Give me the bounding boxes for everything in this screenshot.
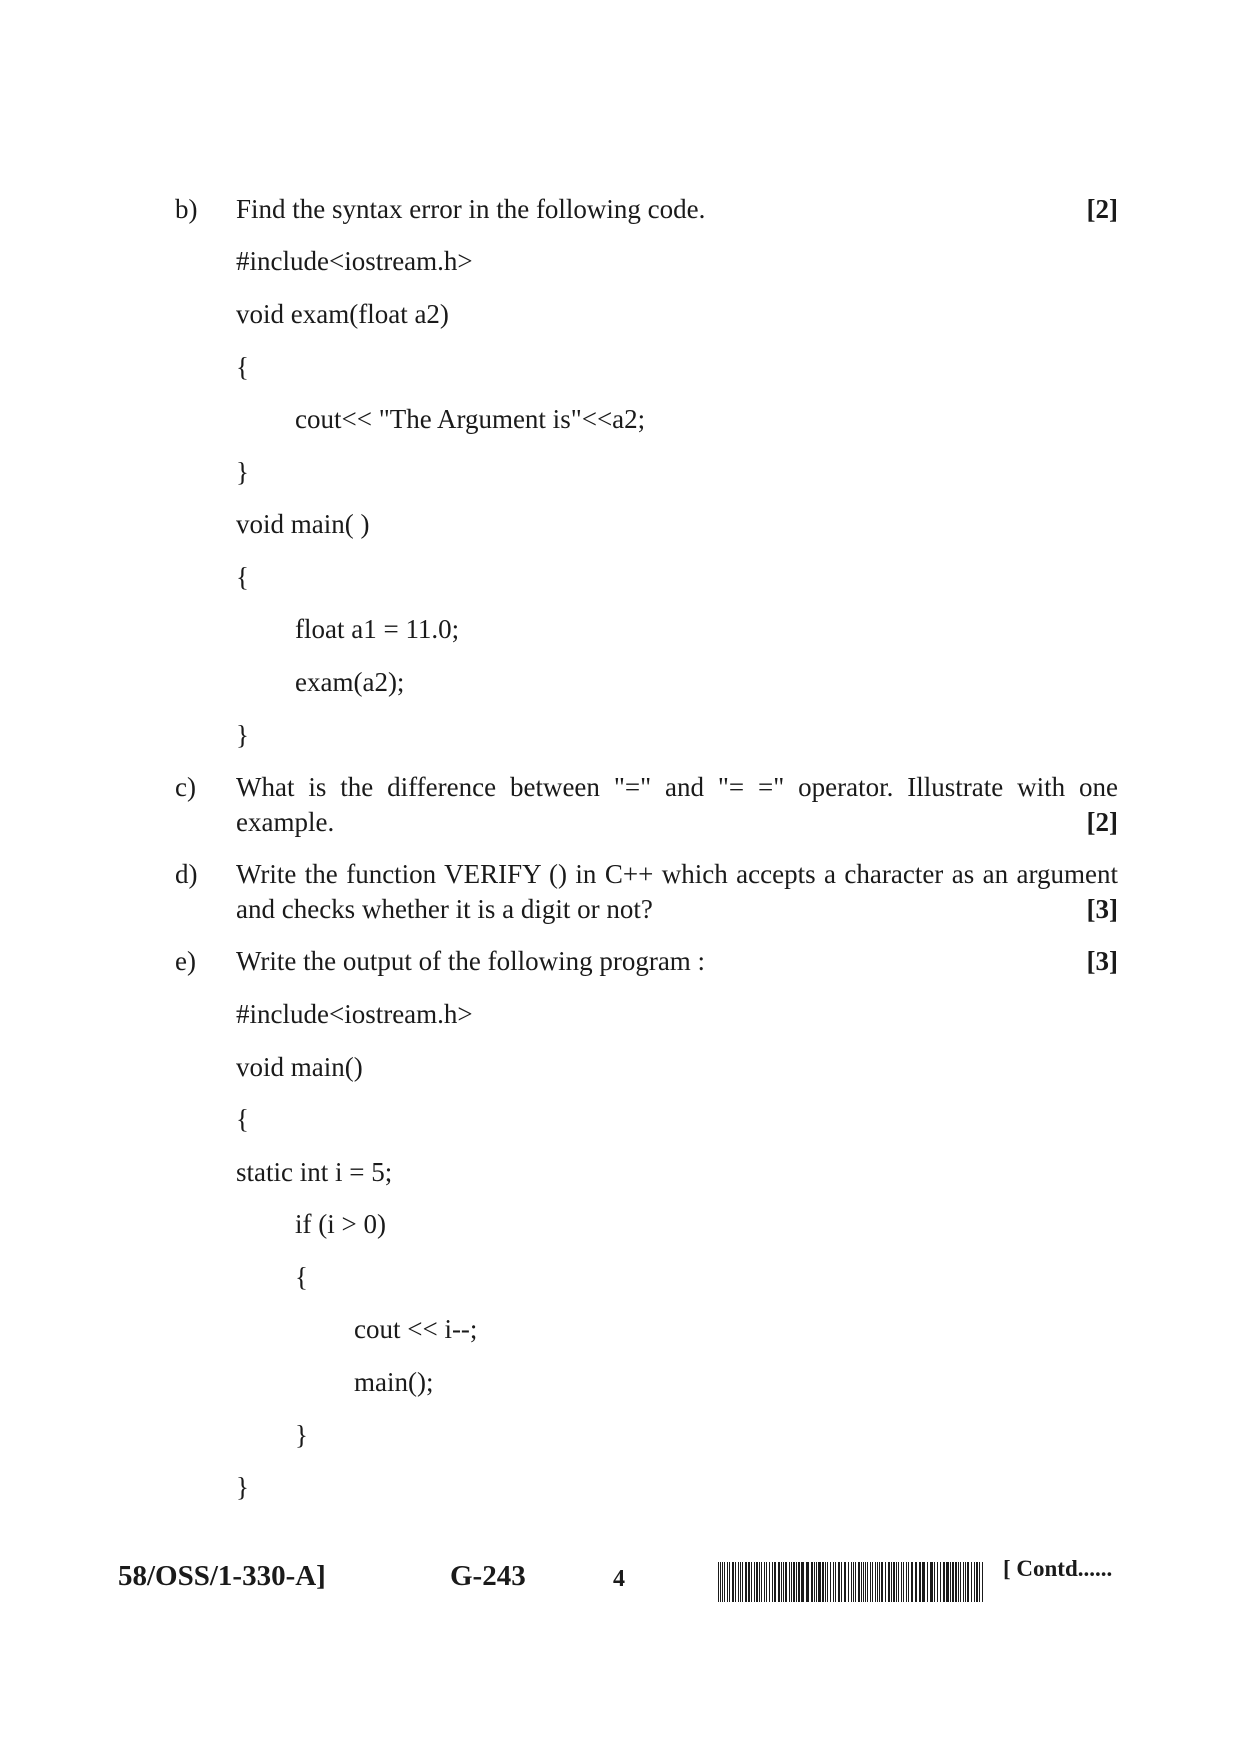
barcode-bar xyxy=(722,1562,723,1602)
barcode-bar xyxy=(952,1562,954,1602)
barcode-bar xyxy=(801,1562,804,1602)
barcode-bar xyxy=(825,1562,826,1602)
code-line: } xyxy=(236,720,249,750)
barcode-bar xyxy=(785,1562,787,1602)
barcode-bar xyxy=(979,1562,980,1602)
code-line: float a1 = 11.0; xyxy=(295,614,460,644)
question-d-marks: [3] xyxy=(1086,894,1118,924)
barcode-bar xyxy=(982,1562,983,1602)
barcode-bar xyxy=(919,1562,921,1602)
barcode-bar xyxy=(922,1562,925,1602)
barcode-bar xyxy=(814,1562,815,1602)
barcode-bar xyxy=(955,1562,957,1602)
barcode-bar xyxy=(754,1562,755,1602)
code-line: #include<iostream.h> xyxy=(236,246,473,276)
code-line: } xyxy=(236,457,249,487)
code-line: { xyxy=(236,562,249,592)
code-line: main(); xyxy=(354,1367,434,1397)
barcode-bar xyxy=(729,1562,730,1602)
barcode-bar xyxy=(822,1562,824,1602)
barcode-bar xyxy=(789,1562,790,1602)
barcode-bar xyxy=(798,1562,800,1602)
barcode-bar xyxy=(764,1562,765,1602)
barcode-bar xyxy=(930,1562,933,1602)
barcode-bar xyxy=(759,1562,760,1602)
code-line: void main() xyxy=(236,1052,363,1082)
barcode-bar xyxy=(943,1562,945,1602)
barcode-bar xyxy=(816,1562,817,1602)
barcode-bar xyxy=(908,1562,909,1602)
barcode-bar xyxy=(838,1562,840,1602)
series-code: G-243 xyxy=(450,1560,526,1592)
barcode-bar xyxy=(791,1562,792,1602)
code-line: void main( ) xyxy=(236,509,370,539)
question-e-text: Write the output of the following program : xyxy=(236,946,706,976)
barcode-bar xyxy=(818,1562,821,1602)
barcode-bar xyxy=(893,1562,895,1602)
barcode-bar xyxy=(761,1562,762,1602)
question-c-label: c) xyxy=(175,772,196,802)
barcode-bar xyxy=(906,1562,907,1602)
barcode-bar xyxy=(732,1562,734,1602)
barcode-bar xyxy=(793,1562,795,1602)
barcode-bar xyxy=(934,1562,935,1602)
barcode-bar xyxy=(835,1562,836,1602)
paper-code: 58/OSS/1-330-A] xyxy=(118,1560,326,1592)
barcode-bar xyxy=(740,1562,741,1602)
code-line: cout<< "The Argument is"<<a2; xyxy=(295,404,646,434)
question-c-marks: [2] xyxy=(1086,807,1118,837)
barcode-bar xyxy=(855,1562,856,1602)
barcode-bar xyxy=(861,1562,862,1602)
question-d-text-line1: Write the function VERIFY () in C++ which accepts a character as an argument xyxy=(236,859,1118,889)
barcode-bar xyxy=(811,1562,813,1602)
barcode-bar xyxy=(718,1562,719,1602)
barcode-bar xyxy=(940,1562,941,1602)
barcode-bar xyxy=(841,1562,842,1602)
barcode-bar xyxy=(863,1562,864,1602)
question-c-text-line2: example. xyxy=(236,807,335,837)
barcode-bar xyxy=(865,1562,866,1602)
barcode-bar xyxy=(848,1562,849,1602)
barcode-bar xyxy=(724,1562,725,1602)
question-b-label: b) xyxy=(175,194,198,224)
barcode-bar xyxy=(898,1562,899,1602)
question-d-text-line2: and checks whether it is a digit or not? xyxy=(236,894,653,924)
barcode-bar xyxy=(867,1562,868,1602)
barcode-bar xyxy=(774,1562,776,1602)
barcode-bar xyxy=(976,1562,978,1602)
code-line: { xyxy=(236,1104,249,1134)
barcode-bar xyxy=(756,1562,758,1602)
barcode-bar xyxy=(958,1562,959,1602)
barcode-bar xyxy=(735,1562,736,1602)
code-line: static int i = 5; xyxy=(236,1157,393,1187)
barcode-bar xyxy=(946,1562,949,1602)
barcode-bar xyxy=(888,1562,890,1602)
barcode-bar xyxy=(901,1562,902,1602)
barcode-bar xyxy=(851,1562,852,1602)
barcode-bar xyxy=(911,1562,913,1602)
barcode-bar xyxy=(830,1562,831,1602)
code-line: cout << i--; xyxy=(354,1314,478,1344)
contd-label: [ Contd...... xyxy=(1003,1556,1113,1581)
barcode-bar xyxy=(858,1562,860,1602)
barcode-bar xyxy=(927,1562,928,1602)
barcode-bar xyxy=(766,1562,767,1602)
barcode-bar xyxy=(965,1562,966,1602)
code-line: void exam(float a2) xyxy=(236,299,449,329)
barcode-bar xyxy=(915,1562,917,1602)
barcode-bar xyxy=(727,1562,728,1602)
barcode-bar xyxy=(960,1562,961,1602)
barcode-bar xyxy=(827,1562,828,1602)
barcode-bar xyxy=(781,1562,782,1602)
barcode-bar xyxy=(885,1562,886,1602)
code-line: { xyxy=(295,1262,308,1292)
barcode-bar xyxy=(881,1562,883,1602)
barcode-bar xyxy=(772,1562,773,1602)
question-e-label: e) xyxy=(175,946,196,976)
barcode-bar xyxy=(870,1562,871,1602)
barcode-bar xyxy=(950,1562,951,1602)
barcode-bar xyxy=(891,1562,892,1602)
barcode xyxy=(718,1562,986,1602)
barcode-bar xyxy=(872,1562,873,1602)
barcode-bar xyxy=(751,1562,752,1602)
code-line: exam(a2); xyxy=(295,667,405,697)
barcode-bar xyxy=(748,1562,750,1602)
barcode-bar xyxy=(769,1562,770,1602)
barcode-bar xyxy=(896,1562,897,1602)
barcode-bar xyxy=(971,1562,972,1602)
barcode-bar xyxy=(903,1562,904,1602)
question-b-marks: [2] xyxy=(1086,194,1118,224)
code-line: } xyxy=(236,1472,249,1502)
barcode-bar xyxy=(937,1562,938,1602)
page-number: 4 xyxy=(613,1566,625,1592)
barcode-bar xyxy=(778,1562,780,1602)
question-b-text: Find the syntax error in the following code. xyxy=(236,194,706,224)
barcode-bar xyxy=(967,1562,969,1602)
code-line: #include<iostream.h> xyxy=(236,999,473,1029)
barcode-bar xyxy=(738,1562,739,1602)
barcode-bar xyxy=(877,1562,878,1602)
barcode-bar xyxy=(833,1562,834,1602)
barcode-bar xyxy=(720,1562,721,1602)
question-c-text-line1: What is the difference between "=" and "= =" operator. Illustrate with one xyxy=(236,772,1118,802)
barcode-bar xyxy=(974,1562,975,1602)
code-line: { xyxy=(236,352,249,382)
barcode-bar xyxy=(844,1562,846,1602)
barcode-bar xyxy=(853,1562,854,1602)
barcode-bar xyxy=(745,1562,747,1602)
code-line: if (i > 0) xyxy=(295,1209,386,1239)
barcode-bar xyxy=(742,1562,743,1602)
question-e-marks: [3] xyxy=(1086,946,1118,976)
barcode-bar xyxy=(796,1562,797,1602)
barcode-bar xyxy=(806,1562,809,1602)
code-line: } xyxy=(295,1420,308,1450)
barcode-bar xyxy=(879,1562,880,1602)
barcode-bar xyxy=(875,1562,876,1602)
barcode-bar xyxy=(783,1562,784,1602)
barcode-bar xyxy=(963,1562,964,1602)
question-d-label: d) xyxy=(175,859,198,889)
